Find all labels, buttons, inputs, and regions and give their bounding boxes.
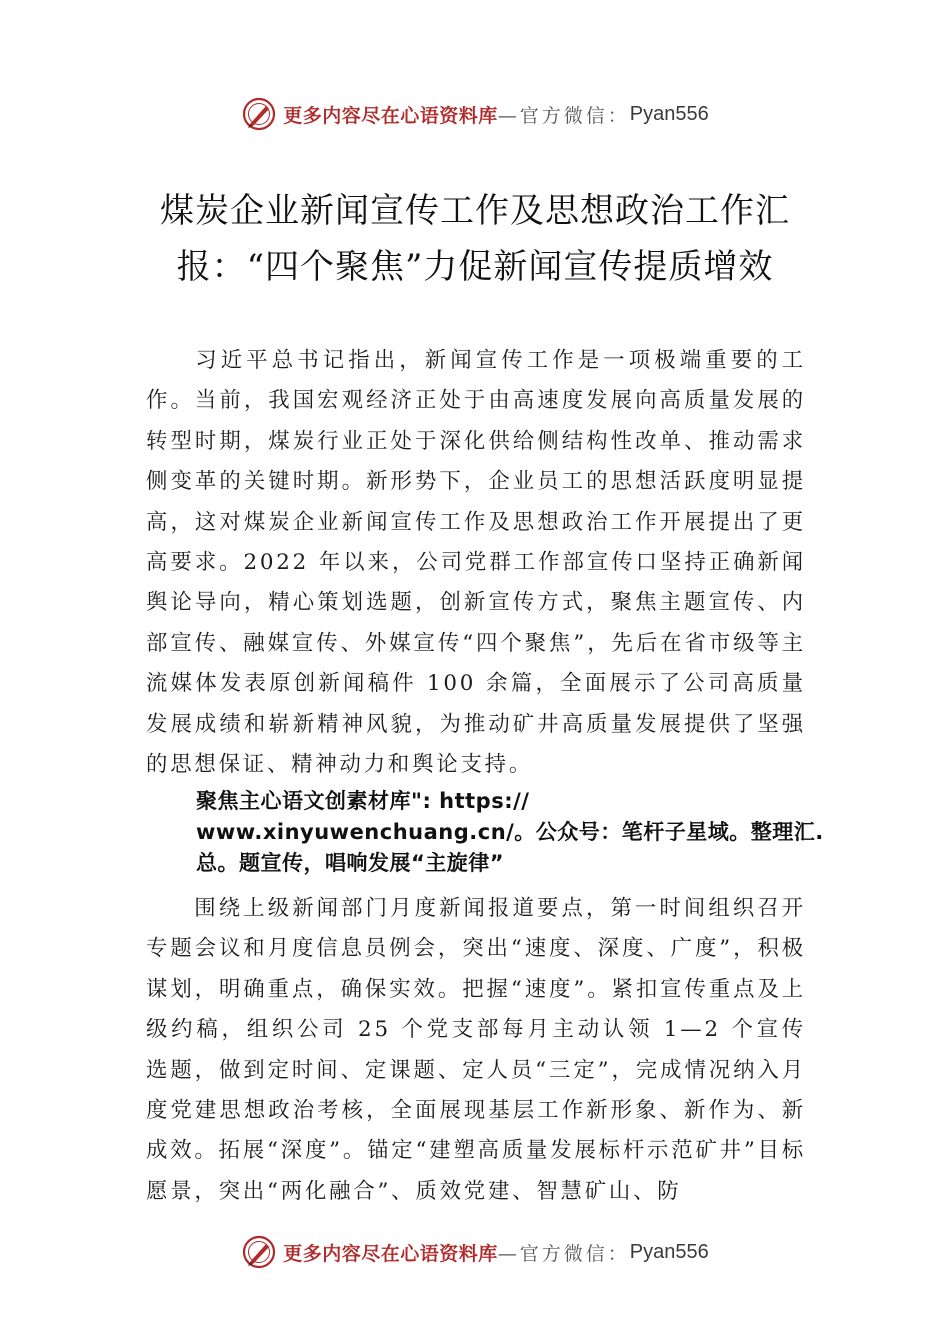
banner-wechat-label: —官方微信： (497, 1242, 630, 1265)
pen-logo-icon (241, 1234, 277, 1270)
banner-wechat-label: —官方微信： (497, 104, 630, 127)
body-paragraph-text: 围绕上级新闻部门月度新闻报道要点，第一时间组织召开专题会议和月度信息员例会，突出“速度、深度、广度”，积极谋划，明确重点，确保实效。把握“速度”。紧扣宣传重点及上级约稿，组织公司 25 个党支部每月主动认领 1—2 个宣传选题，做到定时间、定课题、定人员“三定”，完成情况纳入月度党建思想政治考核，全面展现基层工作新形象、新作为、新成效。拓展“深度”。锚定“建塑高质量发展标杆示范矿井”目标愿景，突出“两化融合”、质效党建、智慧矿山、防 (146, 896, 806, 1204)
heading-line-1: 聚焦主心语文创素材库": https:// (196, 789, 530, 813)
banner-wechat-id: Pyan556 (629, 1240, 709, 1263)
title-line-2: 报：“四个聚焦”力促新闻宣传提质增效 (176, 247, 774, 287)
bottom-watermark-banner (0, 1232, 950, 1272)
intro-paragraph (146, 341, 806, 785)
heading-line-2: www.xinyuwenchuang.cn/。公众号：笔杆子星域。整理汇. (196, 820, 824, 844)
banner-brand-text: 更多内容尽在心语资料库 (283, 1242, 498, 1265)
section-heading (196, 786, 846, 879)
heading-line-3: 总。题宣传，唱响发展“主旋律” (196, 851, 505, 875)
banner-brand-text: 更多内容尽在心语资料库 (283, 104, 498, 127)
pen-logo-icon (241, 96, 277, 132)
intro-paragraph-text: 习近平总书记指出，新闻宣传工作是一项极端重要的工作。当前，我国宏观经济正处于由高速度发展向高质量发展的转型时期，煤炭行业正处于深化供给侧结构性改单、推动需求侧变革的关键时期。新形势下，企业员工的思想活跃度明显提高，这对煤炭企业新闻宣传工作及思想政治工作开展提出了更高要求。2022 年以来，公司党群工作部宣传口坚持正确新闻舆论导向，精心策划选题，创新宣传方式，聚焦主题宣传、内部宣传、融媒宣传、外媒宣传“四个聚焦”，先后在省市级等主流媒体发表原创新闻稿件 100 余篇，全面展示了公司高质量发展成绩和崭新精神风貌，为推动矿井高质量发展提供了坚强的思想保证、精神动力和舆论支持。 (146, 348, 806, 778)
top-watermark-banner (0, 94, 950, 134)
banner-wechat-id: Pyan556 (629, 102, 709, 125)
document-title (120, 183, 830, 295)
body-paragraph (146, 889, 806, 1212)
title-line-1: 煤炭企业新闻宣传工作及思想政治工作汇 (160, 191, 790, 231)
